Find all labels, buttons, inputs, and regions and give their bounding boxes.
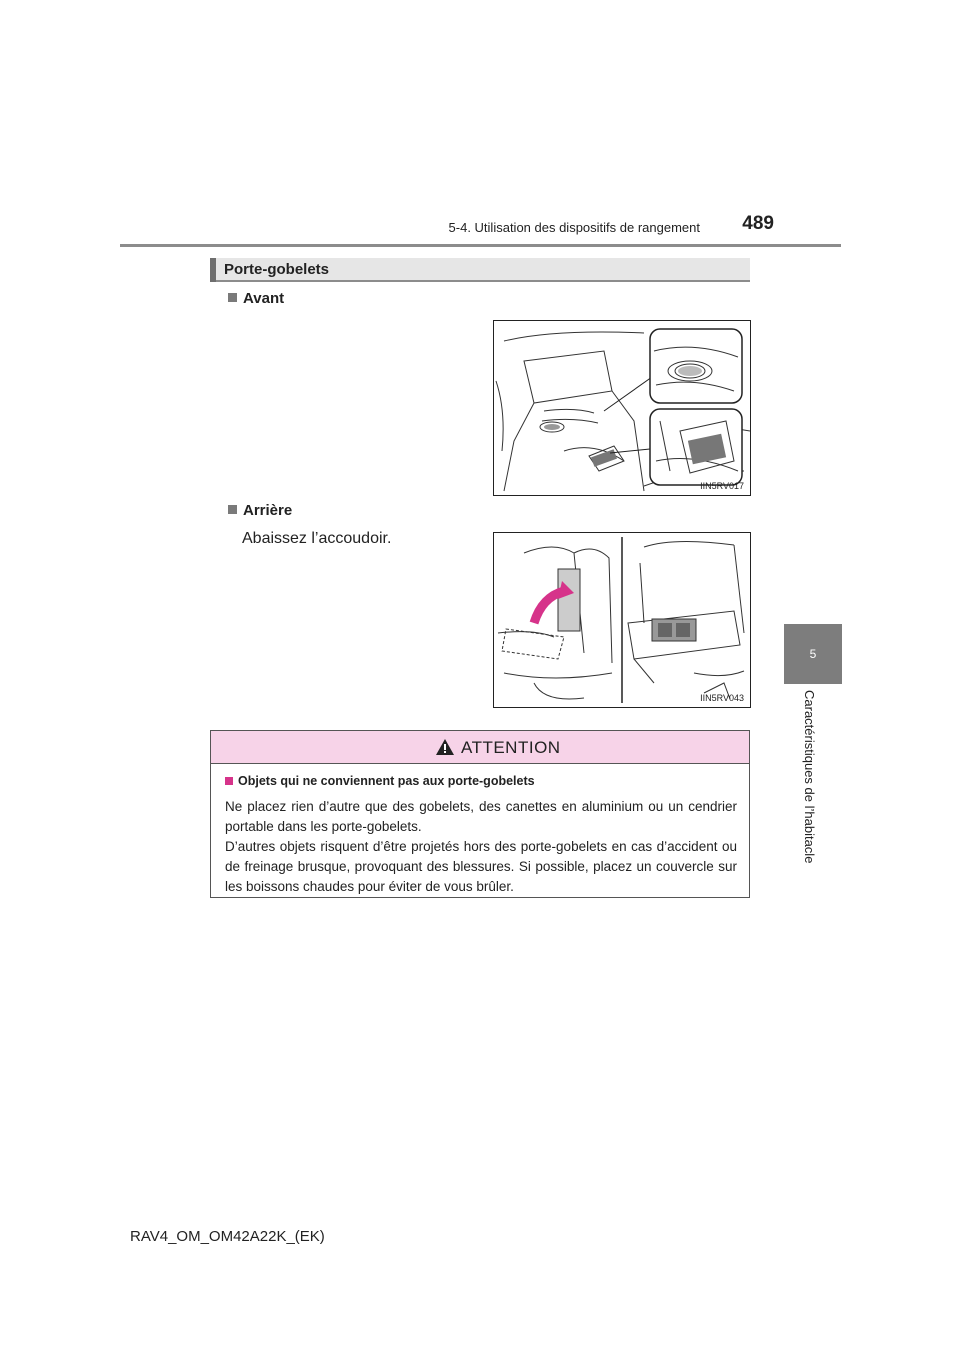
rear-cup-holder-figure xyxy=(493,532,751,708)
warning-paragraph-2: D’autres objets risquent d’être projetés hors des porte-gobelets en cas d’accident ou de freinage brusque, provoquant des blessures. Si possible, placez un couvercle sur les boissons chaudes pour éviter de vous brûler. xyxy=(225,839,737,894)
rear-heading-text: Arrière xyxy=(243,502,293,519)
footer-code: RAV4_OM_OM42A22K_(EK) xyxy=(130,1228,325,1245)
rear-instruction: Abaissez l’accoudoir. xyxy=(242,530,392,547)
rear-heading xyxy=(228,502,292,519)
square-bullet-icon xyxy=(228,293,237,302)
chapter-tab[interactable]: 5 xyxy=(784,624,842,684)
section-title: Porte-gobelets xyxy=(224,261,330,278)
front-heading-text: Avant xyxy=(243,290,285,307)
section-title-bar xyxy=(210,258,750,282)
header-rule xyxy=(120,244,841,247)
warning-body xyxy=(225,771,737,897)
page-number: 489 xyxy=(742,213,774,234)
warning-item-title-text: Objets qui ne conviennent pas aux porte-gobelets xyxy=(238,774,535,788)
chapter-side-label: Caractéristiques de l’habitacle xyxy=(802,690,817,864)
front-cup-holder-figure xyxy=(493,320,751,496)
section-accent xyxy=(210,258,216,282)
warning-title: ATTENTION xyxy=(461,738,561,757)
warning-triangle-icon xyxy=(436,739,454,755)
front-figure-code: IIN5RV017 xyxy=(700,481,744,491)
pink-square-bullet-icon xyxy=(225,777,233,785)
square-bullet-icon xyxy=(228,505,237,514)
warning-header xyxy=(211,731,749,764)
rear-figure-code: IIN5RV043 xyxy=(700,693,744,703)
warning-box xyxy=(210,730,750,898)
front-heading xyxy=(228,290,284,307)
warning-item-title xyxy=(225,771,737,791)
front-console-illustration xyxy=(494,321,750,495)
rear-armrest-illustration xyxy=(494,533,750,707)
running-header: 5-4. Utilisation des dispositifs de rangement xyxy=(448,220,700,235)
warning-paragraph-1: Ne placez rien d’autre que des gobelets, des canettes en aluminium ou un cendrier portable dans les porte-gobelets. xyxy=(225,799,737,834)
